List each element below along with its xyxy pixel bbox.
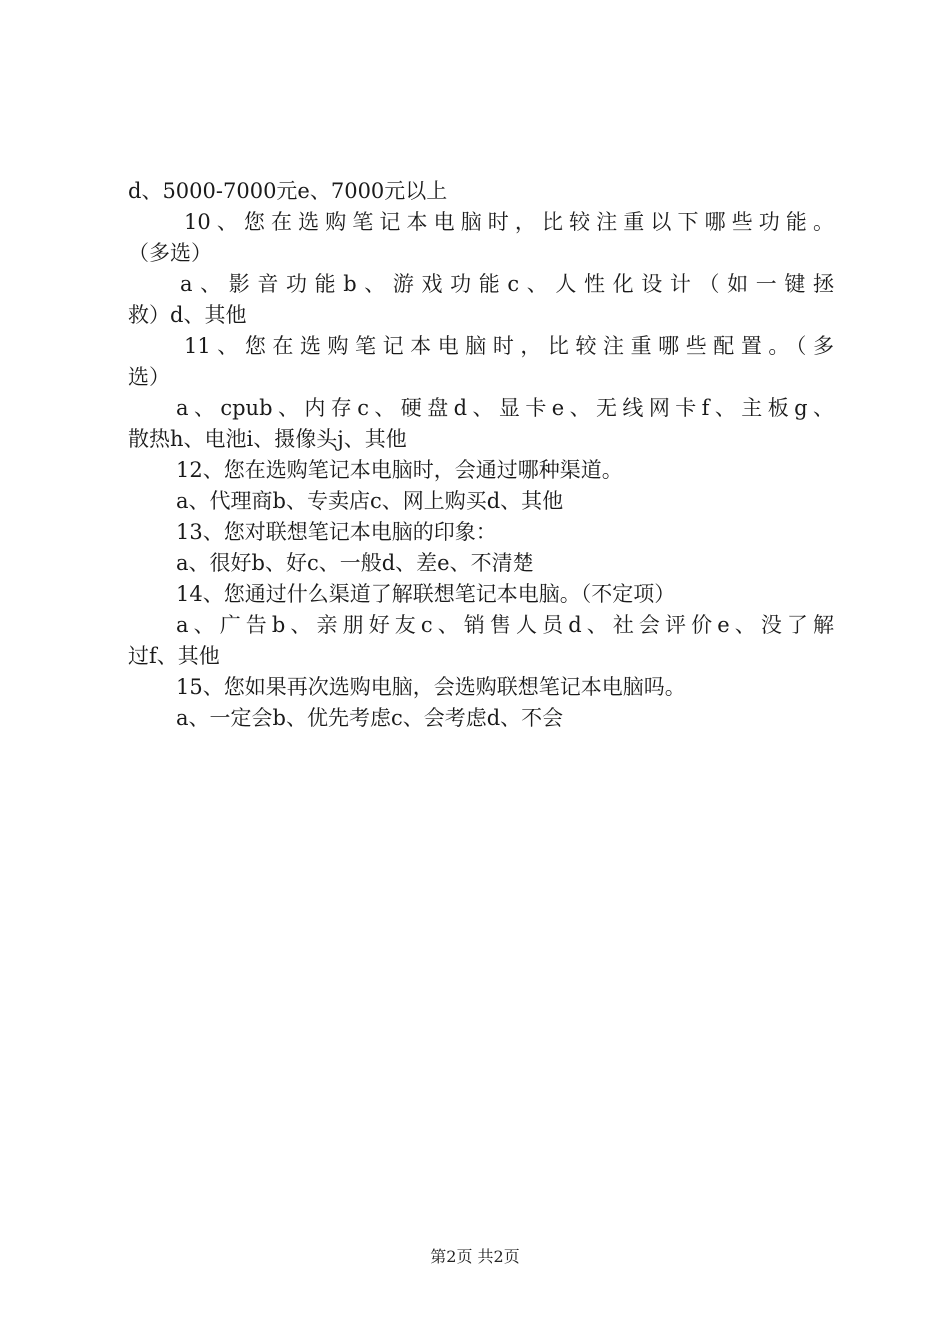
question-12-options: a、代理商b、专卖店c、网上购买d、其他 [176, 489, 564, 513]
question-15-options: a、一定会b、优先考虑c、会考虑d、不会 [176, 706, 564, 730]
question-10-options-cont: 救）d、其他 [128, 303, 247, 327]
question-14-options: a、广告b、亲朋好友c、销售人员d、社会评价e、没了解 [176, 613, 834, 637]
question-10-note: （多选） [128, 241, 212, 265]
questionnaire-body [128, 176, 834, 734]
option-line-price: d、5000-7000元e、7000元以上 [128, 179, 448, 203]
question-14: 14、您通过什么渠道了解联想笔记本电脑。（不定项） [176, 582, 676, 606]
question-14-options-cont: 过f、其他 [128, 644, 220, 668]
question-15: 15、您如果再次选购电脑，会选购联想笔记本电脑吗。 [176, 675, 686, 699]
question-11-cont: 选） [128, 365, 170, 389]
question-10: 10、您在选购笔记本电脑时，比较注重以下哪些功能。 [184, 210, 834, 234]
question-13: 13、您对联想笔记本电脑的印象： [176, 520, 497, 544]
question-11-options-cont: 散热h、电池i、摄像头j、其他 [128, 427, 407, 451]
question-13-options: a、很好b、好c、一般d、差e、不清楚 [176, 551, 534, 575]
question-12: 12、您在选购笔记本电脑时，会通过哪种渠道。 [176, 458, 623, 482]
question-11: 11、您在选购笔记本电脑时，比较注重哪些配置。（多 [184, 334, 834, 358]
question-11-options: a、cpub、内存c、硬盘d、显卡e、无线网卡f、主板g、 [176, 396, 834, 420]
question-10-options: a、影音功能b、游戏功能c、人性化设计（如一键拯 [180, 272, 834, 296]
page-footer: 第2页 共2页 [430, 1247, 520, 1266]
